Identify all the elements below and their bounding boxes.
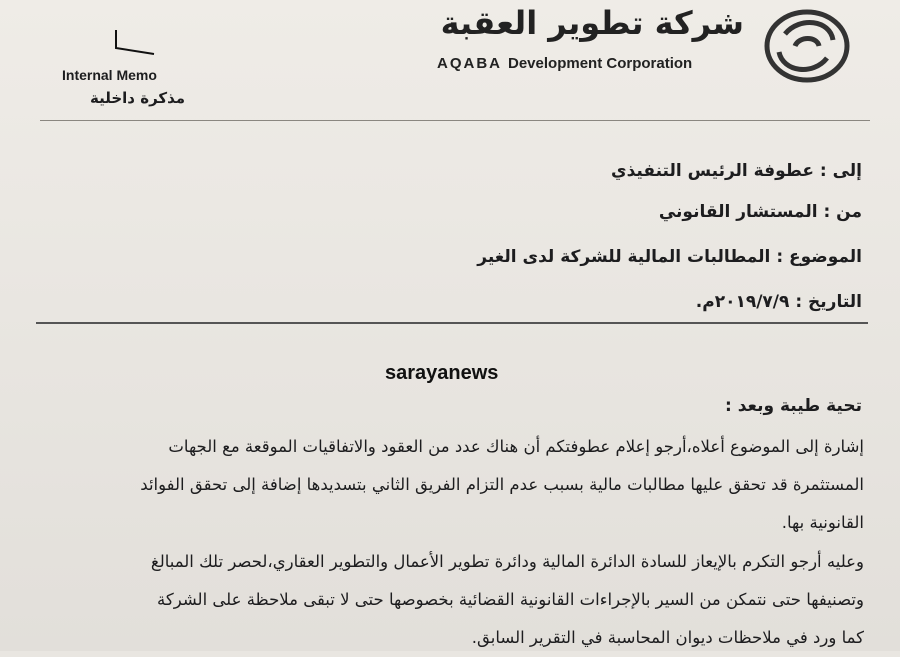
paragraph-line: وتصنيفها حتى نتمكن من السير بالإجراءات القانونية القضائية بخصوصها حتى لا تبقى ملاحظة على الشركة	[157, 590, 864, 609]
subject-field	[477, 247, 862, 267]
watermark: sarayanews	[385, 362, 499, 384]
paragraph-line: القانونية بها.	[781, 513, 864, 532]
paragraph-1	[24, 428, 864, 542]
header-divider	[40, 120, 870, 121]
brand-name: AQABA	[437, 55, 502, 72]
from-value: المستشار القانوني	[658, 202, 818, 222]
paragraph-line: إشارة إلى الموضوع أعلاه،أرجو إعلام عطوفتكم أن هناك عدد من العقود والاتفاقيات الموقعة مع الجهات	[168, 437, 864, 456]
aqaba-swirl-logo-icon	[755, 6, 855, 86]
to-label: إلى :	[819, 161, 862, 181]
to-value: عطوفة الرئيس التنفيذي	[611, 161, 814, 181]
subject-value: المطالبات المالية للشركة لدى الغير	[477, 247, 771, 267]
greeting: تحية طيبة وبعد :	[724, 396, 862, 416]
date-field	[696, 292, 862, 312]
subject-label: الموضوع :	[776, 247, 862, 267]
memo-label-arabic: مذكرة داخلية	[90, 89, 186, 107]
handwritten-mark-icon	[110, 28, 160, 58]
from-label: من :	[823, 202, 862, 222]
address-divider	[36, 322, 868, 324]
company-name-english	[437, 55, 692, 72]
paragraph-line: وعليه أرجو التكرم بالإيعاز للسادة الدائرة المالية ودائرة تطوير الأعمال والتطوير العقاري،لحصر تلك المبالغ	[150, 552, 864, 571]
from-field	[659, 202, 862, 222]
date-value: ٢٠١٩/٧/٩م.	[695, 292, 790, 312]
paragraph-line: كما ورد في ملاحظات ديوان المحاسبة في التقرير السابق.	[471, 628, 864, 647]
company-name-rest: Development Corporation	[508, 55, 693, 72]
memo-label-english: Internal Memo	[62, 67, 157, 83]
to-field	[611, 161, 862, 181]
paragraph-2	[24, 543, 864, 657]
date-label: التاريخ :	[795, 292, 862, 312]
paragraph-line: المستثمرة قد تحقق عليها مطالبات مالية بسبب عدم التزام الفريق الثاني بتسديدها إضافة إلى تحقق الفوائد	[140, 475, 864, 494]
company-name-arabic: شركة تطوير العقبة	[440, 4, 744, 42]
